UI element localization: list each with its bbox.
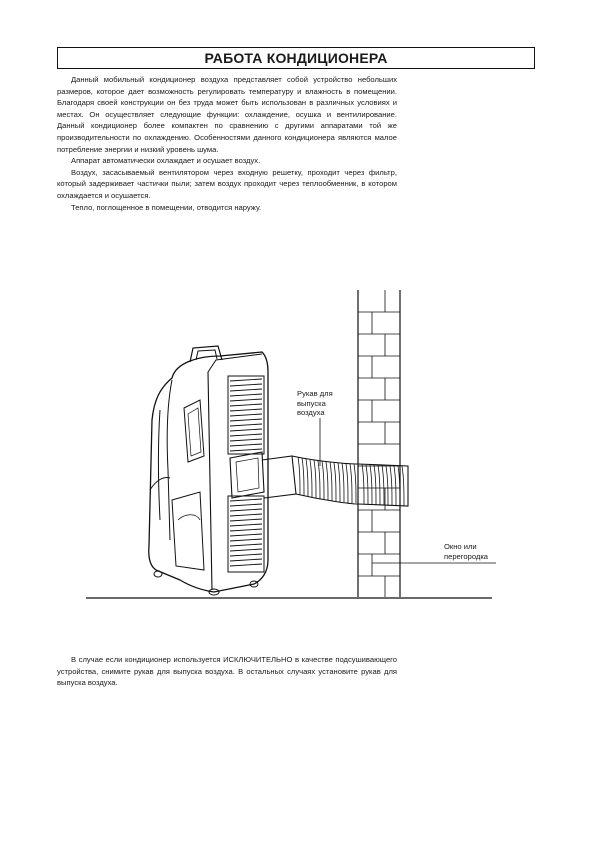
intro-text — [57, 74, 397, 213]
exhaust-hose — [262, 456, 408, 506]
footer-text — [57, 654, 397, 689]
intro-paragraph: Воздух, засасываемый вентилятором через входную решетку, проходит через фильтр, который задерживает частички пыли; затем воздух проходит через теплообменник, в котором охлаждается и осушается. — [57, 167, 397, 200]
air-conditioner-illustration — [0, 280, 595, 610]
footer-paragraph: В случае если кондиционер используется ИСКЛЮЧИТЕЛЬНО в качестве подсушивающего устройства, снимите рукав для выпуска воздуха. В остальных случаях установите рукав для выпуска воздуха. — [57, 655, 397, 688]
wall — [358, 290, 400, 597]
intro-paragraph: Аппарат автоматически охлаждает и осушает воздух. — [71, 156, 261, 166]
window-label: Окно или перегородка — [444, 542, 489, 561]
intro-paragraph: Тепло, поглощенное в помещении, отводится наружу. — [71, 202, 262, 212]
hose-label: Рукав для выпуска воздуха — [297, 389, 333, 417]
title-box — [57, 47, 535, 69]
page-title: РАБОТА КОНДИЦИОНЕРА — [204, 50, 388, 66]
air-conditioner-unit — [149, 346, 268, 595]
intro-paragraph: Данный мобильный кондиционер воздуха представляет собой устройство небольших размеров, которое дает возможность регулировать температуру и влажность в помещении. Благодаря своей конструкции он без труда может быть использован в различных условиях и местах. Он осуществляет следующие функции: охлаждение, осушка и вентилирование. Данный кондиционер более компактен по сравнению с другими аппаратами той же производительности по охлаждению. Особенностями данного кондиционера являются малое потребление энергии и низкий уровень шума. — [57, 75, 397, 154]
